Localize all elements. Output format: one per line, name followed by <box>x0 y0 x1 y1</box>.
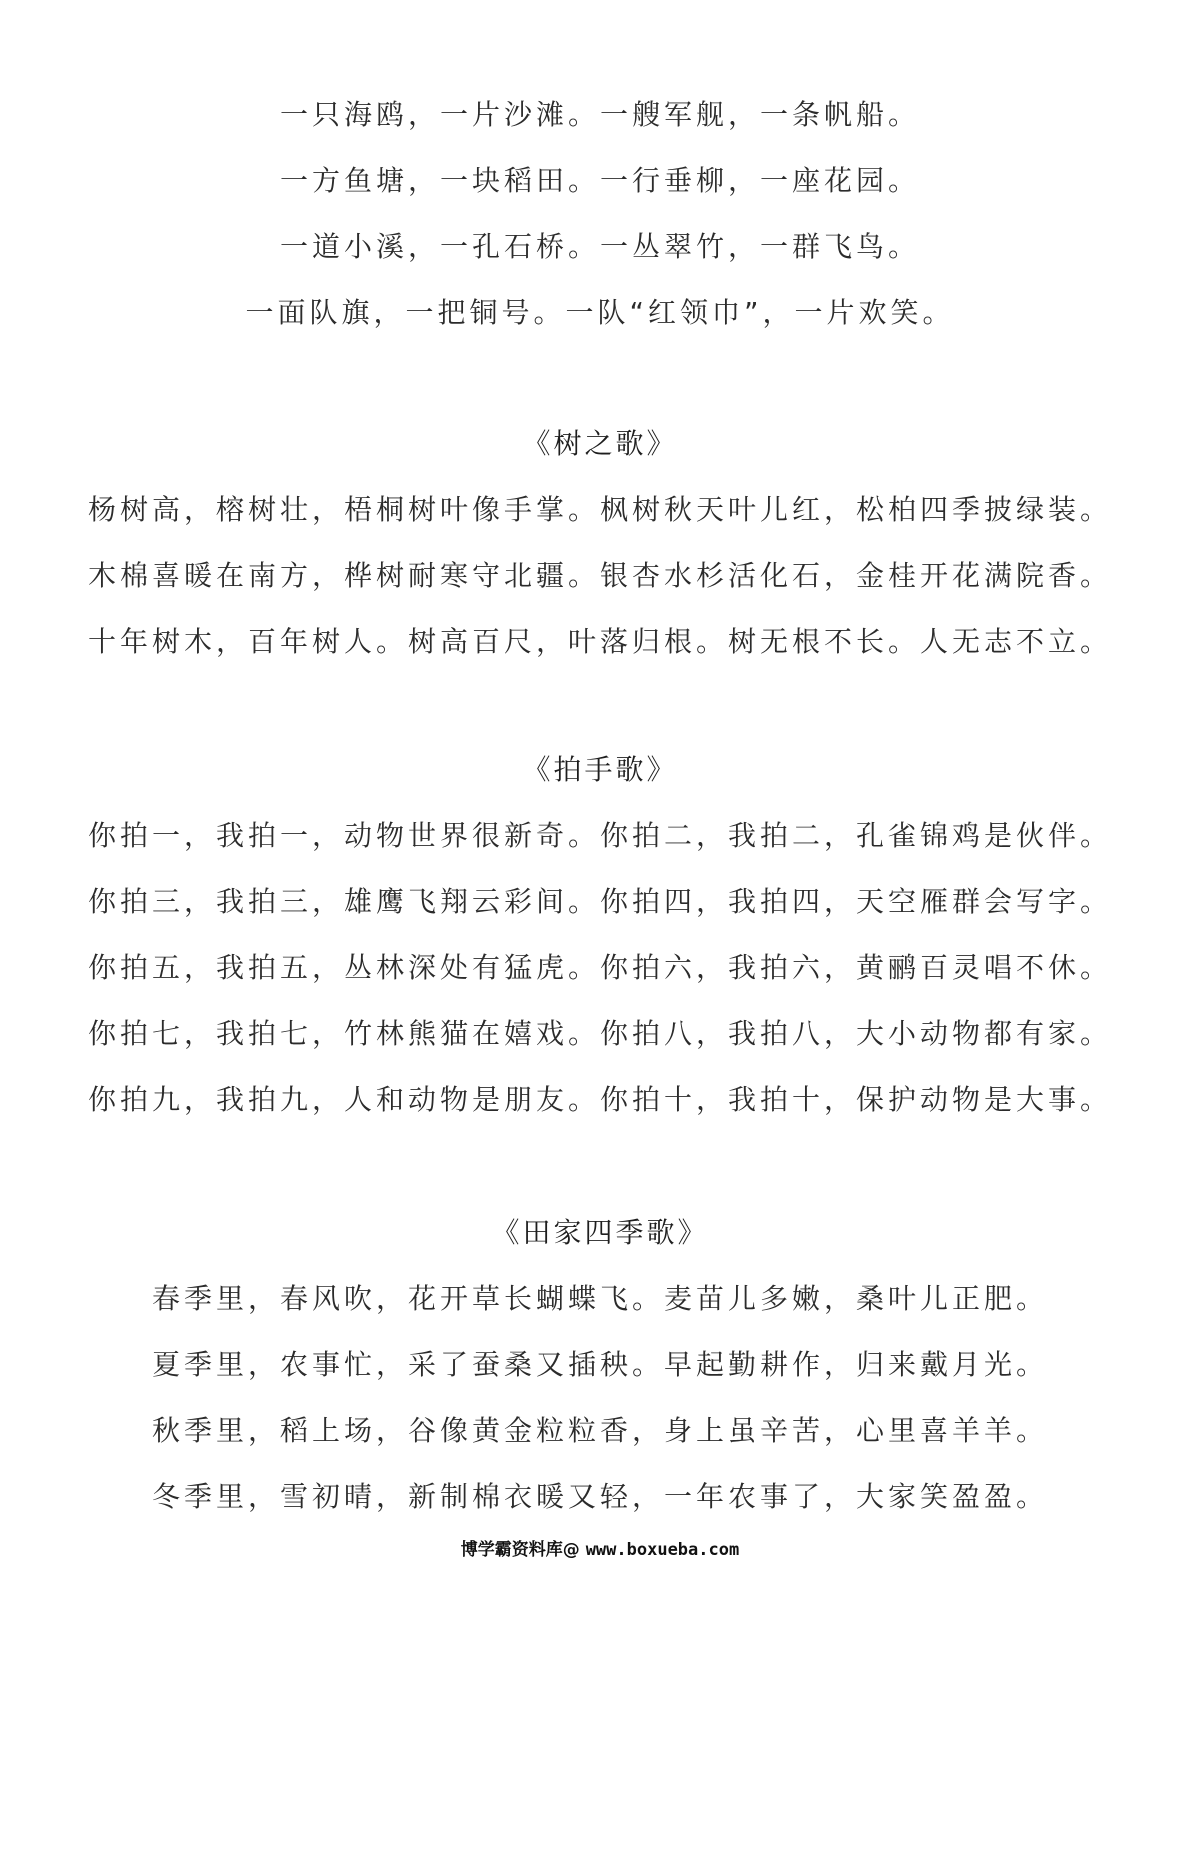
poem-line: 你拍七，我拍七，竹林熊猫在嬉戏。你拍八，我拍八，大小动物都有家。 <box>87 1017 1112 1050</box>
poem-title: 《树之歌》 <box>522 427 678 460</box>
poem-line: 秋季里，稻上场，谷像黄金粒粒香，身上虽辛苦，心里喜羊羊。 <box>151 1414 1048 1447</box>
footer-watermark <box>0 1538 1200 1562</box>
intro-line: 一面队旗，一把铜号。一队“红领巾”，一片欢笑。 <box>245 296 955 329</box>
poem-line: 春季里，春风吹，花开草长蝴蝶飞。麦苗儿多嫩，桑叶儿正肥。 <box>151 1282 1048 1315</box>
poem-line: 你拍九，我拍九，人和动物是朋友。你拍十，我拍十，保护动物是大事。 <box>87 1083 1112 1116</box>
poem-line: 十年树木，百年树人。树高百尺，叶落归根。树无根不长。人无志不立。 <box>87 625 1112 658</box>
poem-line: 冬季里，雪初晴，新制棉衣暖又轻，一年农事了，大家笑盈盈。 <box>151 1480 1048 1513</box>
poem-line: 木棉喜暖在南方，桦树耐寒守北疆。银杏水杉活化石，金桂开花满院香。 <box>87 559 1112 592</box>
footer-url: www.boxueba.com <box>585 1540 740 1560</box>
footer-label: 博学霸资料库 <box>460 1540 563 1560</box>
poem-title: 《田家四季歌》 <box>491 1216 709 1249</box>
intro-line: 一只海鸥，一片沙滩。一艘军舰，一条帆船。 <box>279 98 920 131</box>
poem-title: 《拍手歌》 <box>522 753 678 786</box>
intro-line: 一方鱼塘，一块稻田。一行垂柳，一座花园。 <box>279 164 920 197</box>
poem-line: 你拍三，我拍三，雄鹰飞翔云彩间。你拍四，我拍四，天空雁群会写字。 <box>87 885 1112 918</box>
poem-line: 杨树高，榕树壮，梧桐树叶像手掌。枫树秋天叶儿红，松柏四季披绿装。 <box>87 493 1112 526</box>
poem-line: 夏季里，农事忙，采了蚕桑又插秧。早起勤耕作，归来戴月光。 <box>151 1348 1048 1381</box>
footer-at: @ <box>562 1540 580 1560</box>
poem-line: 你拍一，我拍一，动物世界很新奇。你拍二，我拍二，孔雀锦鸡是伙伴。 <box>87 819 1112 852</box>
intro-line: 一道小溪，一孔石桥。一丛翠竹，一群飞鸟。 <box>279 230 920 263</box>
poem-line: 你拍五，我拍五，丛林深处有猛虎。你拍六，我拍六，黄鹂百灵唱不休。 <box>87 951 1112 984</box>
